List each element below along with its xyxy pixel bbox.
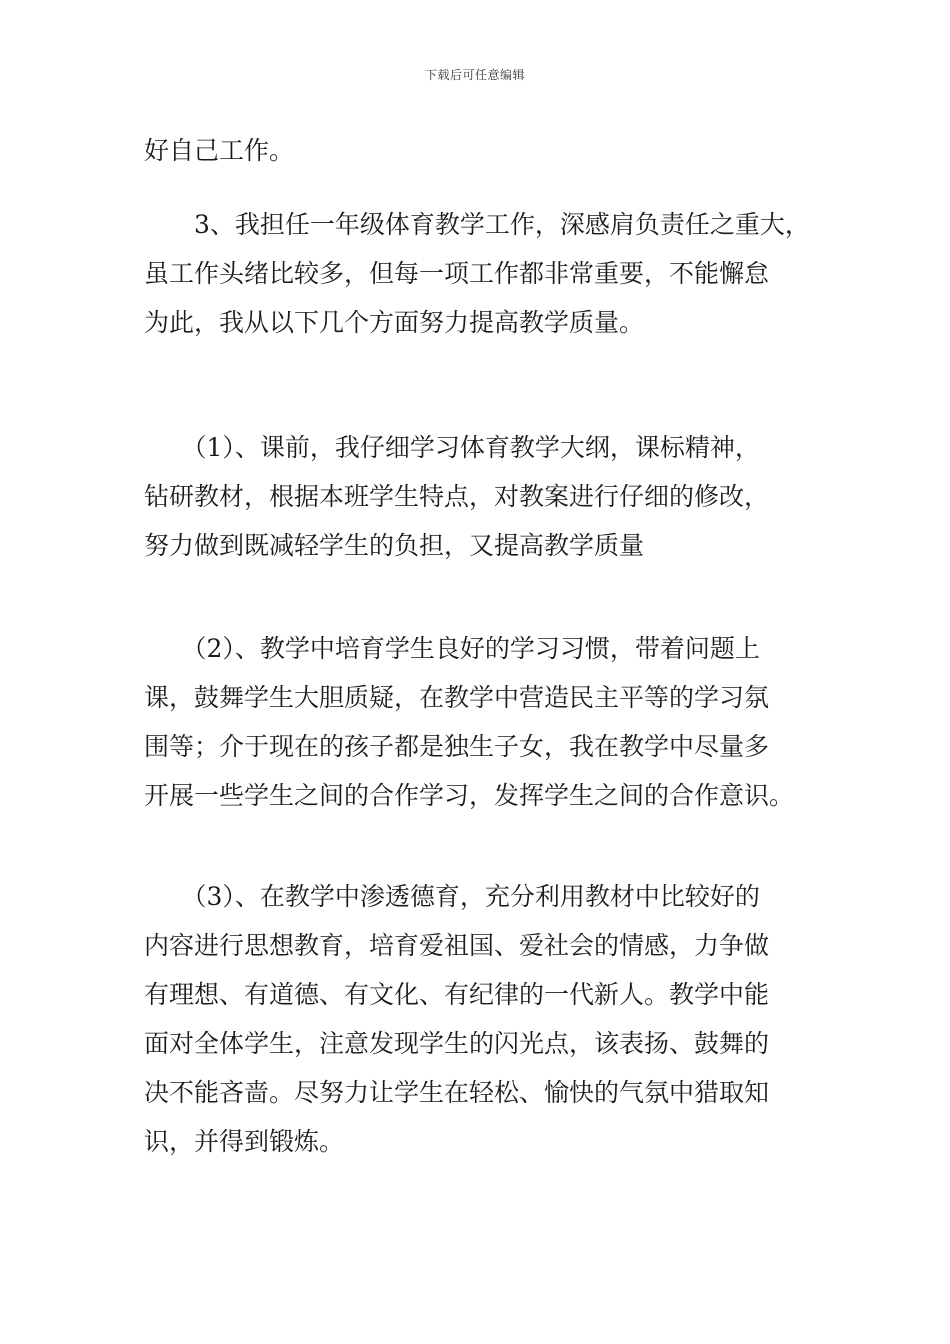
text-line: 为此，我从以下几个方面努力提高教学质量。 [144,308,645,337]
text-line: 内容进行思想教育，培育爱祖国、爱社会的情感，力争做 [144,931,770,960]
text-line: 面对全体学生，注意发现学生的闪光点，该表扬、鼓舞的 [144,1029,770,1058]
text-line: 围等；介于现在的孩子都是独生子女，我在教学中尽量多 [144,732,770,761]
text-line: 决不能吝啬。尽努力让学生在轻松、愉快的气氛中猎取知 [144,1078,770,1107]
paragraph-subitem-3 [144,872,810,1166]
paragraph-continuation [144,126,810,175]
text-line: （1）、课前，我仔细学习体育教学大纲，课标精神， [144,433,760,462]
text-line: 3、我担任一年级体育教学工作，深感肩负责任之重大， [144,210,810,239]
paragraph-subitem-1 [144,423,810,570]
text-line: 课，鼓舞学生大胆质疑，在教学中营造民主平等的学习氛 [144,683,770,712]
text-line: 钻研教材，根据本班学生特点，对教案进行仔细的修改， [144,482,770,511]
page-header: 下载后可任意编辑 [424,68,525,82]
text-line: 努力做到既减轻学生的负担，又提高教学质量 [144,531,645,560]
text-line: 有理想、有道德、有文化、有纪律的一代新人。教学中能 [144,980,770,1009]
paragraph-item-3 [144,200,810,347]
text-line: 好自己工作。 [144,136,295,165]
paragraph-subitem-2 [144,624,810,820]
text-line: 识，并得到锻炼。 [144,1127,345,1156]
text-line: 虽工作头绪比较多，但每一项工作都非常重要，不能懈怠 [144,259,770,288]
text-line: （2）、教学中培育学生良好的学习习惯，带着问题上 [144,634,760,663]
text-line: 开展一些学生之间的合作学习，发挥学生之间的合作意识。 [144,781,795,810]
text-line: （3）、在教学中渗透德育，充分利用教材中比较好的 [144,882,760,911]
